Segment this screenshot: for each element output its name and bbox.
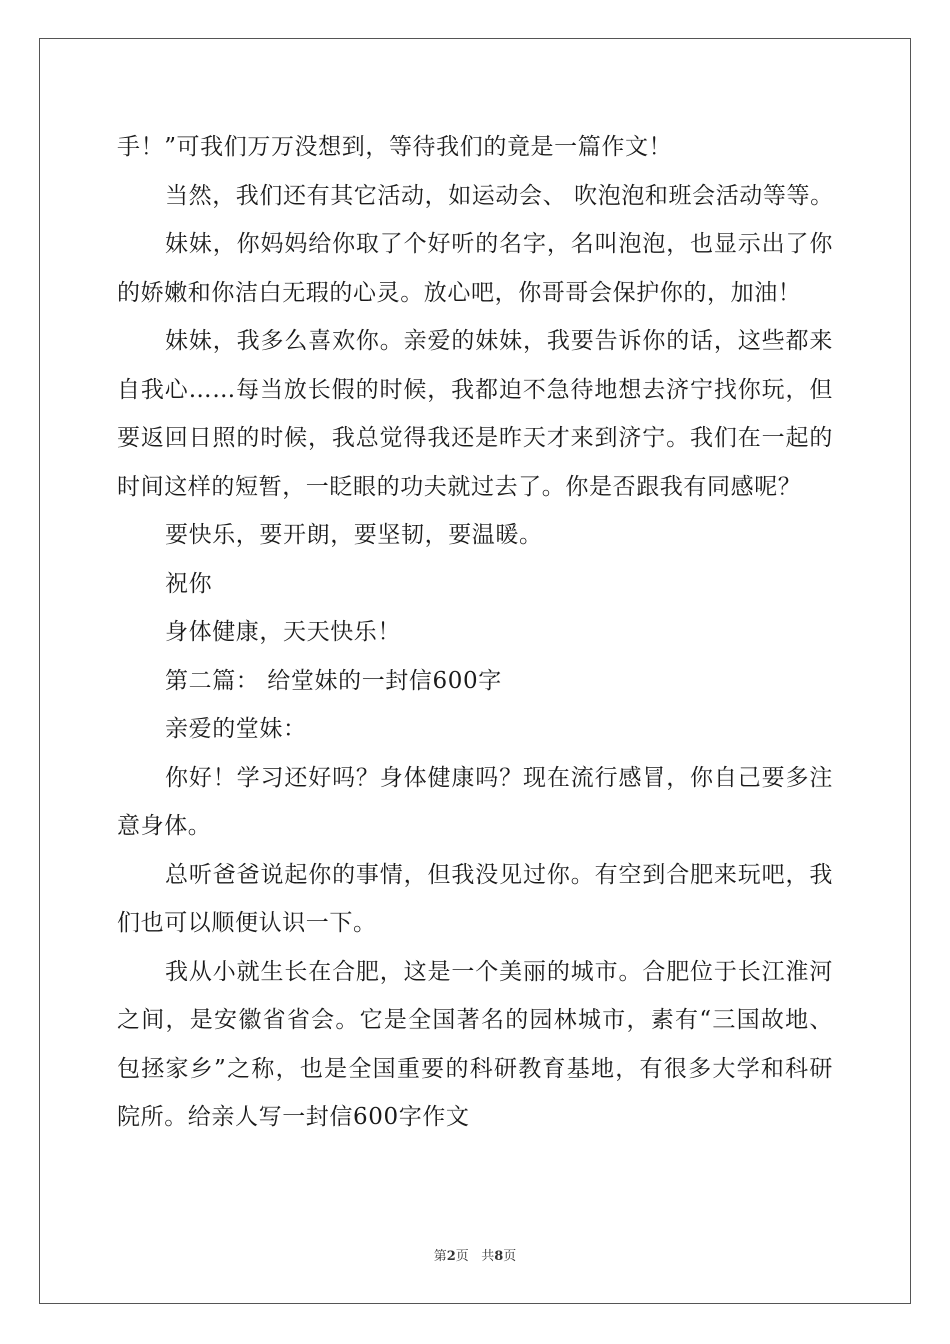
- body-line: 当然，我们还有其它活动，如运动会、 吹泡泡和班会活动等等。: [165, 182, 834, 209]
- salutation: 亲爱的堂妹：: [165, 716, 307, 742]
- body-line: 手！”可我们万万没想到，等待我们的竟是一篇作文！: [117, 134, 673, 160]
- body-line: 的娇嫩和你洁白无瑕的心灵。放心吧，你哥哥会保护你的，加油！: [117, 279, 802, 306]
- body-line: 自我心……每当放长假的时候，我都迫不急待地想去济宁找你玩，但: [117, 376, 833, 403]
- body-line: 我从小就生长在合肥，这是一个美丽的城市。合肥位于长江淮河: [165, 958, 833, 985]
- body-line: 妹妹，你妈妈给你取了个好听的名字，名叫泡泡，也显示出了你: [165, 231, 833, 257]
- body-line: 意身体。: [117, 813, 212, 839]
- footer-total-prefix: 共: [481, 1249, 495, 1264]
- section-heading: 第二篇： 给堂妹的一封信600字: [165, 667, 502, 694]
- total-pages: 8: [494, 1249, 504, 1264]
- page-number: 2: [446, 1249, 456, 1264]
- body-line: 院所。给亲人写一封信600字作文: [117, 1104, 470, 1130]
- body-line: 包拯家乡”之称，也是全国重要的科研教育基地，有很多大学和科研: [117, 1055, 833, 1082]
- footer-total-suffix: 页: [503, 1249, 517, 1264]
- body-line: 们也可以顺便认识一下。: [117, 910, 377, 936]
- page-footer: [0, 1245, 950, 1264]
- body-line: 时间这样的短暂，一眨眼的功夫就过去了。你是否跟我有同感呢？: [117, 473, 802, 500]
- body-line: 身体健康，天天快乐！: [165, 619, 401, 645]
- body-line: 祝你: [165, 570, 213, 597]
- body-line: 要返回日照的时候，我总觉得我还是昨天才来到济宁。我们在一起的: [117, 425, 833, 451]
- body-line: 要快乐，要开朗，要坚韧，要温暖。: [165, 522, 543, 548]
- body-line: 你好！学习还好吗？身体健康吗？现在流行感冒，你自己要多注: [165, 764, 833, 791]
- footer-page-suffix: 页: [455, 1249, 469, 1264]
- footer-prefix: 第: [433, 1249, 447, 1264]
- body-line: 之间，是安徽省省会。它是全国著名的园林城市，素有“三国故地、: [117, 1007, 833, 1033]
- body-line: 妹妹，我多么喜欢你。亲爱的妹妹，我要告诉你的话，这些都来: [165, 328, 833, 354]
- body-line: 总听爸爸说起你的事情，但我没见过你。有空到合肥来玩吧，我: [165, 861, 833, 888]
- letter-body: [117, 127, 833, 1146]
